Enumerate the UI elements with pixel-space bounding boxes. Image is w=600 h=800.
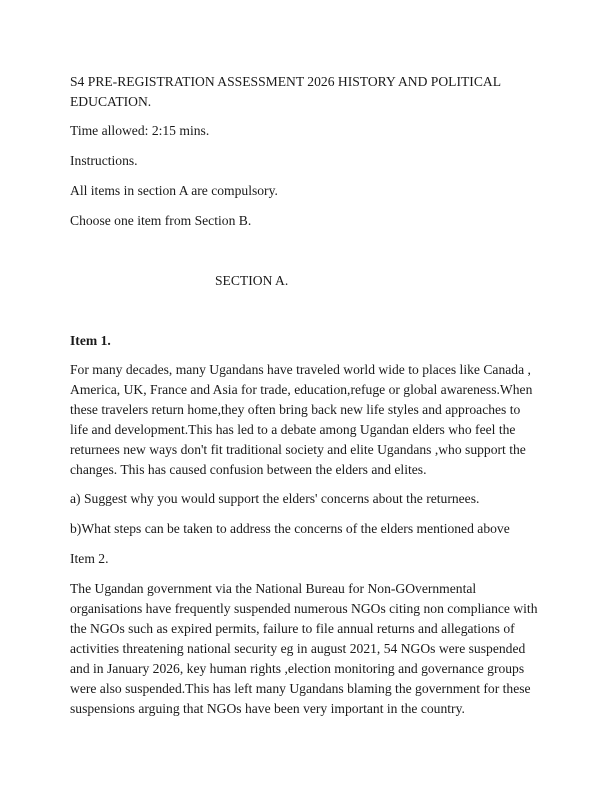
instruction-choose-one: Choose one item from Section B.	[70, 213, 252, 228]
item-1-text: For many decades, many Ugandans have traveled world wide to places like Canada , America, UK, France and Asia for trade, education,refuge or global awareness.When these travelers return home,they often bring back new life styles and approaches to life and development.This has led to a debate among Ugandan elders who feel the returnees new ways don't fit traditional society and elite Ugandans ,who support the changes. This has caused confusion between the elders and elites.	[70, 362, 533, 477]
instructions-heading: Instructions.	[70, 153, 138, 168]
item-1-question-a: a) Suggest why you would support the elders' concerns about the returnees.	[70, 491, 480, 506]
document-title: S4 PRE-REGISTRATION ASSESSMENT 2026 HISTORY AND POLITICAL EDUCATION.	[70, 74, 501, 109]
item-1-heading: Item 1.	[70, 333, 111, 348]
item-1-question-b: b)What steps can be taken to address the concerns of the elders mentioned above	[70, 521, 510, 536]
instruction-compulsory: All items in section A are compulsory.	[70, 183, 278, 198]
time-allowed: Time allowed: 2:15 mins.	[70, 123, 210, 138]
section-a-heading: SECTION A.	[215, 273, 289, 288]
item-2-text: The Ugandan government via the National Bureau for Non-GOvernmental organisations have frequently suspended numerous NGOs citing non compliance with the NGOs such as expired permits, failure to file annual returns and allegations of activities threatening national security eg in august 2021, 54 NGOs were suspended and in January 2026, key human rights ,election monitoring and governance groups were also suspended.This has left many Ugandans blaming the government for these suspensions arguing that NGOs have been very important in the country.	[70, 581, 538, 716]
document-body	[70, 72, 540, 728]
item-2-heading: Item 2.	[70, 551, 109, 566]
